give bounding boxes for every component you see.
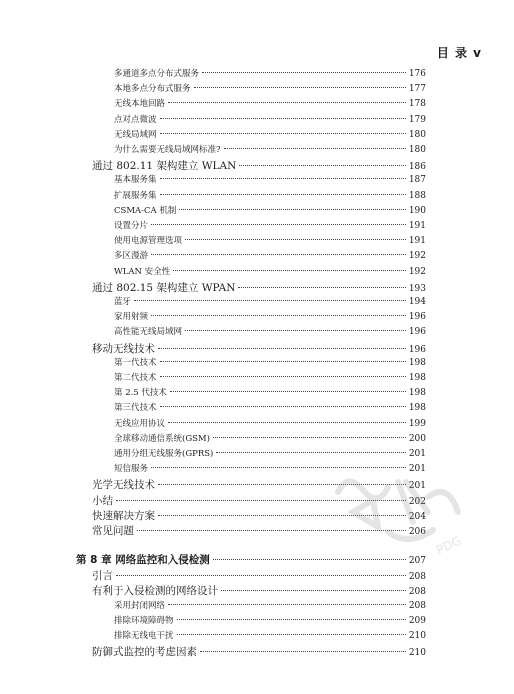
section-entry [92,583,426,598]
dot-leader [158,348,406,349]
stamp-text: PDG [434,533,464,558]
entry-page-number: 202 [408,496,426,507]
entry-title: CSMA-CA 机制 [114,205,177,216]
subsection-entry [114,432,426,446]
dot-leader [168,422,406,423]
dot-leader [168,604,406,605]
entry-page-number: 196 [408,344,426,355]
entry-page-number: 198 [408,357,426,368]
entry-title: 蓝牙 [114,297,132,307]
entry-title: 为什么需要无线局域网标准? [114,145,221,155]
entry-title: 通过 802.15 架构建立 WPAN [92,281,236,294]
entry-page-number: 208 [408,572,426,583]
dot-leader [177,619,406,620]
entry-page-number: 200 [408,433,426,444]
dot-leader [116,575,406,576]
entry-title: 多通道多点分布式服务 [114,69,200,79]
subsection-entry [114,310,426,324]
section-entry [92,158,426,173]
dot-leader [134,300,406,301]
entry-title: 无线应用协议 [114,418,166,429]
entry-page-number: 179 [408,114,426,125]
dot-leader [116,500,406,501]
entry-title: 短信服务 [114,464,149,475]
entry-title: 扩展服务集 [114,190,157,201]
entry-title: 第二代技术 [114,373,157,383]
entry-page-number: 176 [408,69,426,79]
subsection-entry [114,97,426,111]
entry-page-number: 188 [408,190,426,201]
entry-page-number: 191 [408,221,426,231]
entry-page-number: 187 [408,175,426,186]
dot-leader [173,270,406,271]
subsection-entry [114,417,426,431]
entry-title: 第 2.5 代技术 [114,388,167,399]
section-entry [92,493,426,508]
subsection-entry [114,462,426,476]
entry-title: 光学无线技术 [92,479,155,492]
entry-page-number: 186 [408,162,426,173]
entry-title: 本地多点分布式服务 [114,84,191,95]
dot-leader [160,194,406,195]
subsection-entry [114,219,426,233]
subsection-entry [114,371,426,385]
entry-title: WLAN 安全性 [114,266,171,277]
subsection-entry [114,447,426,461]
entry-page-number: 206 [408,527,426,537]
dot-leader [213,437,406,438]
entry-page-number: 207 [408,556,426,567]
dot-leader [170,391,406,392]
entry-page-number: 208 [408,600,426,611]
entry-page-number: 198 [408,403,426,414]
subsection-entry [114,356,426,370]
entry-title: 使用电源管理选项 [114,236,183,247]
dot-leader [177,634,406,635]
section-entry [92,508,426,523]
entry-title: 第一代技术 [114,357,157,368]
dot-leader [158,484,406,485]
page-header: 目 录 v [436,46,482,60]
entry-title: 常见问题 [92,525,134,537]
subsection-entry [114,143,426,157]
entry-page-number: 180 [408,129,426,140]
entry-page-number: 190 [408,205,426,216]
entry-title: 家用射频 [114,312,149,323]
entry-page-number: 193 [408,283,426,294]
chapter-entry [76,552,426,568]
entry-page-number: 180 [408,145,426,155]
entry-title: 小结 [92,494,113,507]
entry-title: 排除无线电干扰 [114,631,174,641]
section-entry [92,568,426,583]
subsection-entry [114,82,426,96]
entry-page-number: 191 [408,236,426,247]
entry-title: 无线本地回路 [114,99,166,110]
entry-page-number: 196 [408,312,426,323]
entry-page-number: 198 [408,388,426,399]
subsection-entry [114,265,426,279]
entry-page-number: 208 [408,587,426,598]
entry-title: 排除环境障碍物 [114,615,174,626]
dot-leader [239,165,406,166]
subsection-entry [114,325,426,339]
subsection-entry [114,67,426,81]
section-entry [92,523,426,538]
entry-page-number: 210 [408,648,426,659]
entry-title: 移动无线技术 [92,342,155,355]
entry-page-number: 201 [408,449,426,459]
dot-leader [151,315,406,316]
subsection-entry [114,249,426,263]
entry-title: 第 8 章 网络监控和入侵检测 [76,554,210,567]
entry-page-number: 201 [408,481,426,492]
entry-page-number: 199 [408,418,426,429]
entry-title: 快速解决方案 [92,509,155,522]
entry-title: 引言 [92,570,113,583]
entry-page-number: 209 [408,615,426,626]
entry-title: 无线局域网 [114,129,157,140]
entry-title: 防御式监控的考虑因素 [92,646,197,659]
subsection-entry [114,614,426,628]
entry-page-number: 192 [408,266,426,277]
subsection-entry [114,295,426,309]
dot-leader [194,87,406,88]
dot-leader [179,209,405,210]
dot-leader [200,651,406,652]
dot-leader [160,376,406,377]
dot-leader [160,361,406,362]
dot-leader [160,178,406,179]
dot-leader [160,406,406,407]
dot-leader [216,452,405,453]
section-entry [92,341,426,356]
dot-leader [185,239,406,240]
entry-page-number: 210 [408,631,426,641]
dot-leader [137,530,406,531]
entry-title: 基本服务集 [114,175,157,186]
entry-page-number: 201 [408,464,426,475]
dot-leader [202,72,406,73]
entry-page-number: 177 [408,84,426,95]
dot-leader [160,118,406,119]
entry-title: 第三代技术 [114,403,157,414]
subsection-entry [114,113,426,127]
subsection-entry [114,204,426,218]
entry-page-number: 192 [408,251,426,262]
entry-title: 多区漫游 [114,251,149,262]
section-entry [92,644,426,659]
dot-leader [158,515,406,516]
subsection-entry [114,386,426,400]
dot-leader [221,590,406,591]
subsection-entry [114,599,426,613]
entry-title: 全球移动通信系统(GSM) [114,433,210,444]
entry-page-number: 178 [408,99,426,110]
subsection-entry [114,234,426,248]
dot-leader [151,254,406,255]
dot-leader [224,148,406,149]
entry-page-number: 194 [408,297,426,307]
entry-page-number: 204 [408,511,426,522]
dot-leader [213,559,406,560]
entry-title: 有利于入侵检测的网络设计 [92,585,218,598]
entry-title: 采用封闭网络 [114,600,166,611]
entry-page-number: 196 [408,327,426,338]
section-entry [92,477,426,492]
subsection-entry [114,189,426,203]
dot-leader [185,330,406,331]
entry-title: 点对点微波 [114,114,157,125]
dot-leader [238,287,405,288]
entry-title: 设置分片 [114,221,149,231]
dot-leader [151,467,406,468]
entry-title: 高性能无线局域网 [114,327,183,338]
dot-leader [168,102,406,103]
section-entry [92,280,426,295]
entry-page-number: 198 [408,373,426,383]
dot-leader [151,224,406,225]
subsection-entry [114,629,426,643]
entry-title: 通用分组无线服务(GPRS) [114,449,214,459]
dot-leader [160,133,406,134]
subsection-entry [114,401,426,415]
subsection-entry [114,128,426,142]
subsection-entry [114,173,426,187]
entry-title: 通过 802.11 架构建立 WLAN [92,160,237,173]
